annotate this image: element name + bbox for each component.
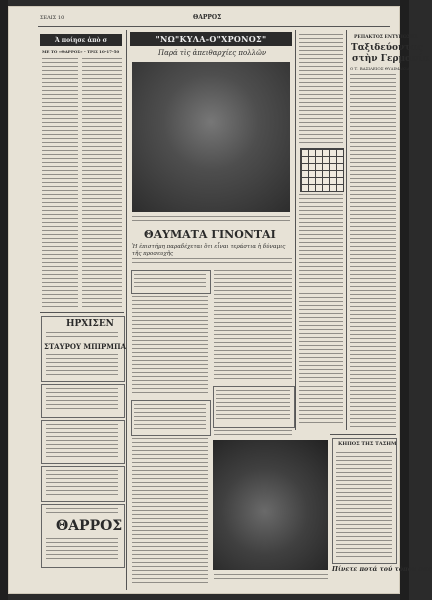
left-ad-3-text bbox=[46, 424, 118, 458]
left-ad-1-title: ΗΡΧΙΣΕΝ bbox=[66, 319, 114, 329]
crossword-grid bbox=[300, 148, 344, 192]
left-rule-1 bbox=[40, 312, 124, 313]
right-kicker: ΡΕΠΑΚΤΟΣ ΕΝΤΥΠΩΣΗΣ bbox=[354, 35, 418, 40]
col-divider-3 bbox=[346, 30, 347, 430]
photo-2-heading bbox=[214, 430, 292, 436]
center-banner: "ΝΩ"ΚΥΛΑ-Ο"ΧΡΟΝΟΣ" bbox=[130, 32, 292, 46]
center-left-box-2-text bbox=[134, 404, 206, 430]
left-banner: Ἀ ποίησε ἀπὸ σ bbox=[40, 34, 122, 46]
left-ad-1-text bbox=[46, 332, 118, 340]
left-ad-4-text bbox=[46, 470, 118, 496]
left-ad-1-body bbox=[46, 354, 118, 376]
newspaper-page bbox=[8, 6, 432, 594]
bottom-right-rule bbox=[330, 434, 396, 435]
right-byline: Ο Τ. ΒΑΣΙΛΕΙΟΣ ΘΥΔΙΜΑΚΙΑ bbox=[350, 66, 410, 71]
right-narrow-text-4 bbox=[299, 386, 343, 426]
left-text-col-1 bbox=[42, 58, 78, 308]
main-subheadline: Ἡ ἐπιστήμη παραδέχεται ὅτι εἶναι τεράστια ἡ δύναμις τῆς προσευχῆς bbox=[132, 244, 286, 257]
right-narrow-text-1 bbox=[299, 34, 343, 144]
header-rule bbox=[38, 26, 390, 27]
masthead-small: ΘΑΡΡΟΣ bbox=[193, 14, 222, 21]
center-photo-2 bbox=[213, 440, 328, 570]
kipos-ad-title: ΚΗΠΟΣ ΤΗΣ ΤΑΣΗΜ bbox=[338, 441, 397, 447]
right-narrow-text-3 bbox=[299, 293, 343, 383]
main-deck bbox=[132, 258, 292, 266]
col-divider-2 bbox=[295, 30, 296, 430]
col-divider-1 bbox=[126, 30, 127, 590]
right-narrow-text-2 bbox=[299, 194, 343, 289]
center-left-col-text-1 bbox=[132, 296, 208, 396]
left-ad-1-name: ΣΤΑΥΡΟΥ ΜΠΙΡΜΠΑ bbox=[44, 342, 127, 351]
program-box-text bbox=[134, 274, 206, 289]
center-right-col-text bbox=[214, 270, 292, 382]
right-title-1: Ταξιδεύοντας bbox=[351, 43, 423, 53]
left-ad-2-text bbox=[46, 388, 118, 412]
center-left-col-text-2 bbox=[132, 438, 208, 583]
main-headline: ΘΑΥΜΑΤΑ ΓΙΝΟΝΤΑΙ bbox=[144, 228, 276, 241]
right-col-text bbox=[350, 74, 396, 429]
left-text-col-2 bbox=[82, 58, 122, 308]
center-photo-1 bbox=[132, 62, 290, 212]
photo-caption-1 bbox=[132, 216, 290, 224]
page-number: ΣΕΛΙΣ 10 bbox=[40, 15, 65, 21]
left-box-title: ΜΕ ΤΟ «ΘΑΡΡΟΣ» - ΤΡΙΣ 10-17-50 bbox=[42, 49, 120, 54]
center-subtitle: Παρά τὶς ἀπειθαρχίες πολλῶν bbox=[158, 49, 267, 57]
right-title-2: στὴν Γερμανία bbox=[352, 54, 430, 64]
kipos-ad-text bbox=[336, 452, 392, 558]
doctor-ad-text bbox=[216, 390, 290, 422]
photo-caption-2 bbox=[214, 574, 328, 582]
kipos-ad-tagline: Πίνετε ποτά τού τόπου σας bbox=[332, 566, 432, 573]
left-ad-tharros-text bbox=[46, 538, 118, 562]
left-ad-tharros-title: ΘΑΡΡΟΣ bbox=[56, 518, 123, 534]
page-edge-right bbox=[400, 0, 409, 600]
binder-edge bbox=[0, 0, 8, 600]
left-ad-tharros-top bbox=[46, 508, 118, 516]
